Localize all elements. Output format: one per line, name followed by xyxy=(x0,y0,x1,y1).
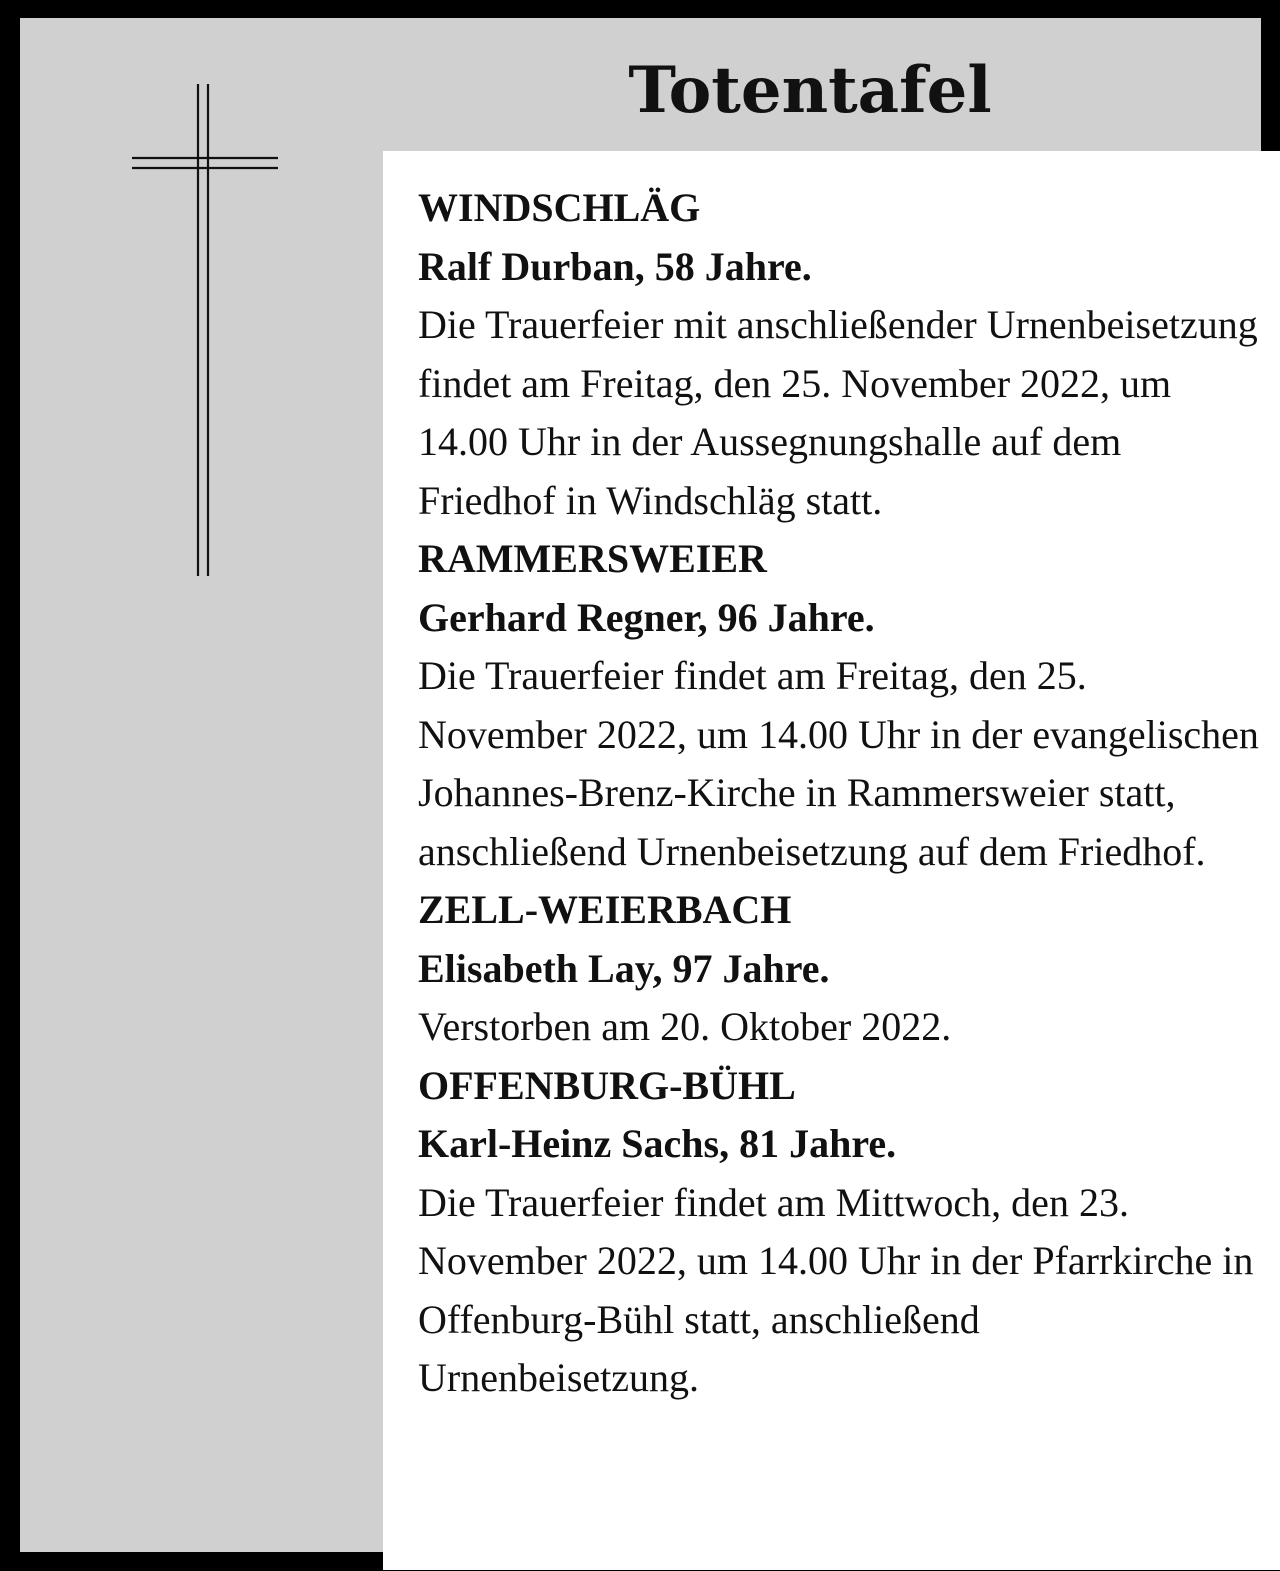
obituary-panel xyxy=(20,18,1261,1552)
cross-icon xyxy=(132,84,278,576)
obituary-entry xyxy=(418,530,1261,881)
deceased-name: Gerhard Regner, 96 Jahre. xyxy=(418,594,875,640)
obituary-list xyxy=(383,151,1280,1570)
obituary-entry xyxy=(418,179,1261,530)
obituary-entry xyxy=(418,881,1261,1057)
death-date-text: Verstorben am 20. Oktober 2022. xyxy=(418,1004,952,1049)
deceased-name: Ralf Durban, 58 Jahre. xyxy=(418,243,812,289)
funeral-notice-text: Die Trauerfeier findet am Mittwoch, den 23. November 2022, um 14.00 Uhr in der Pfarrkirche in Offenburg-Bühl statt, anschließend Urnenbeisetzung. xyxy=(418,1179,1254,1400)
deceased-name: Elisabeth Lay, 97 Jahre. xyxy=(418,945,830,991)
funeral-notice-text: Die Trauerfeier findet am Freitag, den 25. November 2022, um 14.00 Uhr in der evangelischen Johannes-Brenz-Kirche in Rammersweier statt, anschließend Urnenbeisetzung auf dem Friedhof. xyxy=(418,653,1259,874)
location-heading: OFFENBURG-BÜHL xyxy=(418,1062,796,1108)
deceased-name: Karl-Heinz Sachs, 81 Jahre. xyxy=(418,1121,897,1166)
location-heading: RAMMERSWEIER xyxy=(418,536,767,581)
location-heading: ZELL-WEIERBACH xyxy=(418,887,792,932)
location-heading: WINDSCHLÄG xyxy=(418,185,701,230)
funeral-notice-text: Die Trauerfeier mit anschließender Urnenbeisetzung findet am Freitag, den 25. November 2022, um 14.00 Uhr in der Aussegnungshalle auf dem Friedhof in Windschläg statt. xyxy=(418,302,1258,523)
obituary-entry xyxy=(418,1057,1261,1408)
page-title: Totentafel xyxy=(628,53,992,128)
